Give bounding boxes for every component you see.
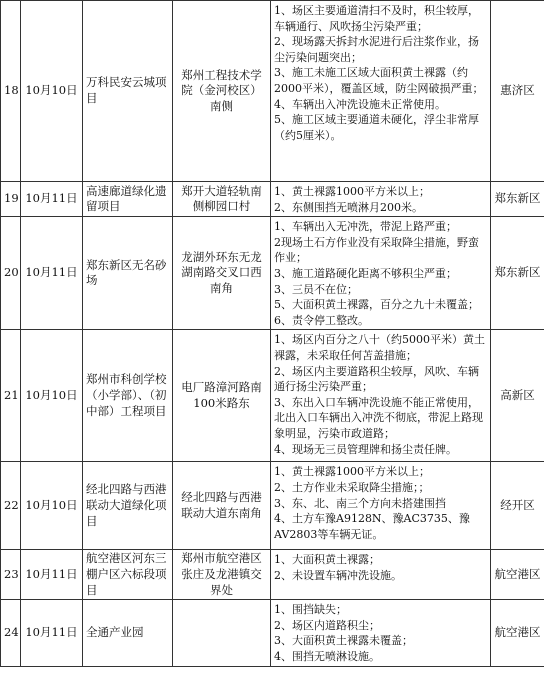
issue-item: 1、黄土裸露1000平方米以上；: [274, 185, 430, 198]
issue-item: 2、场区内主要道路积尘较厚，风吹、车辆通行扬尘污染严重；: [274, 364, 479, 394]
issue-item: 6、责令停工整改。: [274, 313, 369, 327]
table-row: [1, 600, 544, 666]
issue-item: 3、施工道路硬化距离不够积尘严重；: [274, 266, 457, 280]
inspection-date: 10月11日: [21, 600, 83, 666]
project-name: 高速廊道绿化遗留项目: [83, 182, 173, 217]
project-name: 郑州市科创学校（小学部）、（初中部）工程项目: [83, 330, 173, 462]
project-name: 全通产业园: [83, 600, 173, 666]
district: 经开区: [491, 462, 544, 550]
project-location: 龙湖外环东无龙湖南路交叉口西南角: [173, 217, 271, 330]
table-row: [1, 217, 544, 330]
inspection-date: 10月10日: [21, 1, 83, 182]
project-location: 郑开大道轻轨南侧柳园口村: [173, 182, 271, 217]
inspection-date: 10月11日: [21, 217, 83, 330]
issue-item: 1、围挡缺失；: [274, 603, 347, 617]
issues-list: [271, 330, 491, 462]
issue-item: 1、黄土裸露1000平方米以上；: [274, 465, 430, 479]
project-location: 郑州市航空港区张庄及龙港镇交界处: [173, 550, 271, 600]
table-row: [1, 330, 544, 462]
district: 航空港区: [491, 600, 544, 666]
project-location: 经北四路与西港联动大道东南角: [173, 462, 271, 550]
project-name: 郑东新区无名砂场: [83, 217, 173, 330]
issue-item: 5、施工区域主要通道未硬化，浮尘非常厚（约5厘米）。: [274, 113, 479, 142]
row-number: 24: [1, 600, 21, 666]
project-location: 电厂路漳河路南100米路东: [173, 330, 271, 462]
issues-list: [271, 182, 491, 217]
issue-item: 2、土方作业未采取降尘措施；；: [274, 480, 430, 494]
table-row: [1, 182, 544, 217]
district: 高新区: [491, 330, 544, 462]
issue-item: 3、大面积黄土裸露未覆盖；: [274, 634, 413, 648]
table-row: [1, 550, 544, 600]
project-name: 经北四路与西港联动大道绿化项目: [83, 462, 173, 550]
table-body: [1, 1, 544, 667]
issue-item: 4、车辆出入冲洗设施未正常使用。: [274, 97, 446, 111]
district: 惠济区: [491, 1, 544, 182]
issue-item: 2、现场露天拆封水泥进行后注浆作业，扬尘污染问题突出；: [274, 35, 479, 64]
issue-item: 1、大面积黄土裸露；: [274, 553, 380, 567]
issue-item: 1、场区内百分之八十（约5000平米）黄土裸露，未采取任何苫盖措施；: [274, 333, 485, 362]
issue-item: 1、场区主要通道清扫不及时，积尘较厚，车辆通行、风吹扬尘污染严重；: [274, 4, 479, 33]
issue-item: 2、未设置车辆冲洗设施。: [274, 568, 402, 582]
issue-item: 3、施工未施工区域大面积黄土裸露（约2000平米），覆盖区域，防尘网破损严重；: [274, 66, 484, 95]
district: 郑东新区: [491, 217, 544, 330]
row-number: 18: [1, 1, 21, 182]
inspection-date: 10月11日: [21, 550, 83, 600]
issue-item: 5、大面积黄土裸露，百分之九十未覆盖；: [274, 298, 479, 312]
table-row: [1, 1, 544, 182]
issues-list: [271, 462, 491, 550]
issue-item: 4、现场无三员管理牌和扬尘责任牌。: [274, 442, 457, 456]
inspection-date: 10月11日: [21, 182, 83, 217]
row-number: 19: [1, 182, 21, 217]
issue-item: 3、东、北、南三个方向未搭建围挡: [274, 496, 446, 510]
issue-item: 2现场土石方作业没有采取降尘措施，野蛮作业；: [274, 235, 479, 265]
issues-list: [271, 550, 491, 600]
issue-item: 3、东出入口车辆冲洗设施不能正常使用，北出入口车辆出入冲洗不彻底，带泥上路现象明显，污染市政道路；: [274, 395, 483, 440]
issues-list: [271, 217, 491, 330]
project-location: 郑州工程技术学院（金河校区）南侧: [173, 1, 271, 182]
inspection-date: 10月10日: [21, 462, 83, 550]
issue-item: 4、围挡无喷淋设施。: [274, 649, 380, 663]
issues-list: [271, 600, 491, 666]
row-number: 20: [1, 217, 21, 330]
inspection-date: 10月10日: [21, 330, 83, 462]
row-number: 23: [1, 550, 21, 600]
project-name: 万科民安云城项目: [83, 1, 173, 182]
issue-item: 2、东侧围挡无喷淋月200米。: [274, 200, 423, 214]
district: 航空港区: [491, 550, 544, 600]
issue-item: 3、三员不在位；: [274, 282, 358, 296]
issue-item: 1、车辆出入无冲洗，带泥上路严重；: [274, 220, 457, 234]
issue-item: 2、场区内道路积尘；: [274, 618, 380, 632]
row-number: 21: [1, 330, 21, 462]
district: 郑东新区: [491, 182, 544, 217]
issue-item: 4、土方车豫A9128N、豫AC3735、豫AV2803等车辆无证。: [274, 512, 470, 541]
issues-list: [271, 1, 491, 182]
project-location: [173, 600, 271, 666]
project-name: 航空港区河东三棚户区六标段项目: [83, 550, 173, 600]
table-row: [1, 462, 544, 550]
row-number: 22: [1, 462, 21, 550]
